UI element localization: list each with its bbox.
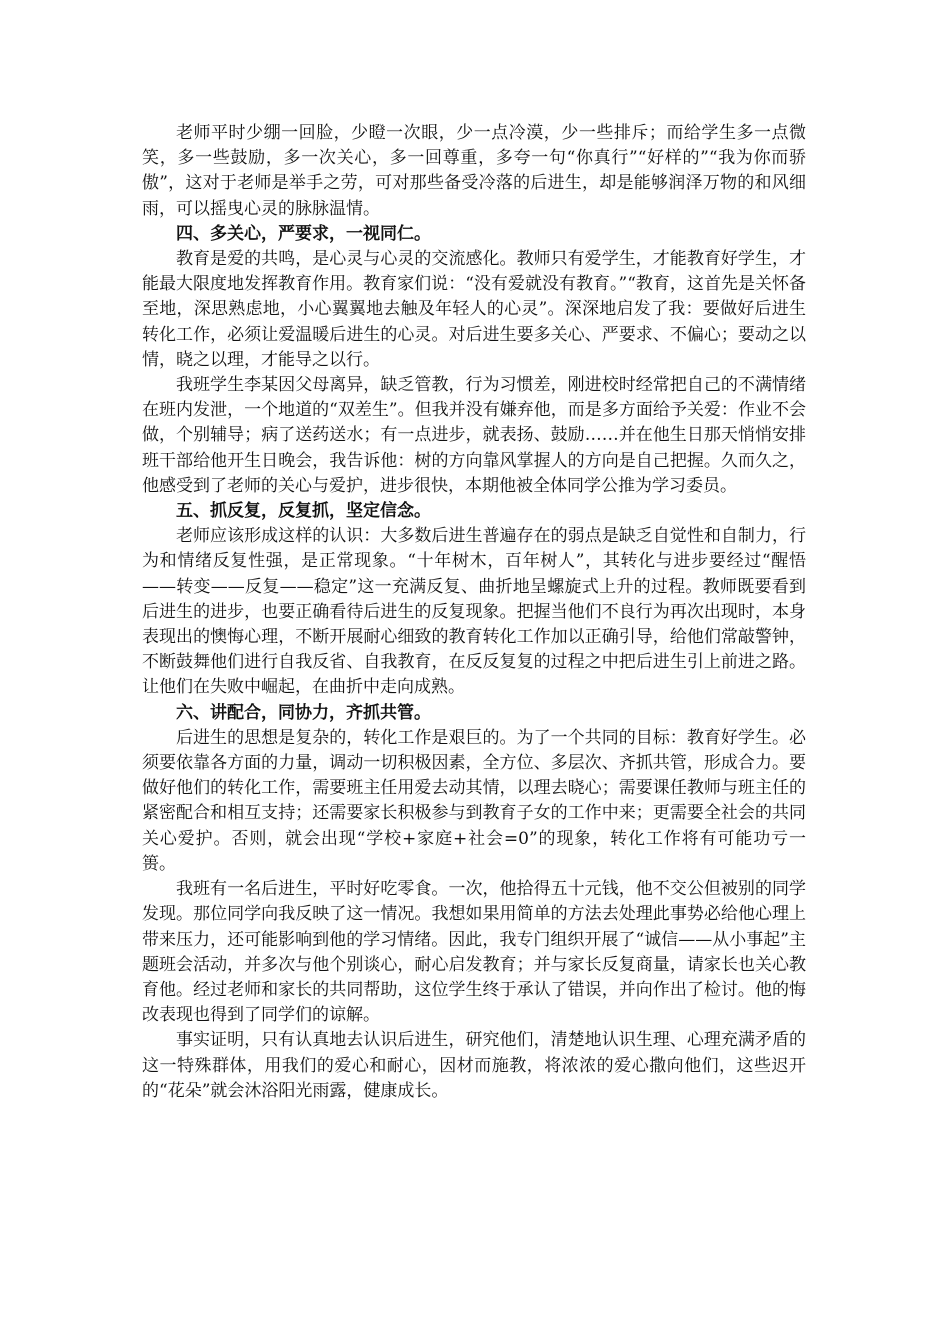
paragraph-student-li-example: 我班学生李某因父母离异，缺乏管教，行为习惯差，刚进校时经常把自己的不满情绪在班内发泄，一个地道的“双差生”。但我并没有嫌弃他，而是多方面给予关爱：作业不会做，个别辅导；病了送药送水；有一点进步，就表扬、鼓励……并在他生日那天悄悄安排班干部给他开生日晚会，我告诉他：树的方向靠风掌握人的方向是自己把握。久而久之，他感受到了老师的关心与爱护，进步很快，本期他被全体同学公推为学习委员。	[142, 375, 806, 496]
paragraph-love-education: 教育是爱的共鸣，是心灵与心灵的交流感化。教师只有爱学生，才能教育好学生，才能最大限度地发挥教育作用。教育家们说：“没有爱就没有教育。”“教育，这首先是关怀备至地，深思熟虑地，小心翼翼地去触及年轻人的心灵”。深深地启发了我：要做好后进生转化工作，必须让爱温暖后进生的心灵。对后进生要多关心、严要求、不偏心；要动之以情，晓之以理，才能导之以行。	[142, 249, 806, 370]
paragraph-repetition: 老师应该形成这样的认识：大多数后进生普遍存在的弱点是缺乏自觉性和自制力，行为和情绪反复性强，是正常现象。“十年树木，百年树人”，其转化与进步要经过“醒悟——转变——反复——稳定”这一充满反复、曲折地呈螺旋式上升的过程。教师既要看到后进生的进步，也要正确看待后进生的反复现象。把握当他们不良行为再次出现时，本身表现出的懊悔心理，不断开展耐心细致的教育转化工作加以正确引导，给他们常敲警钟，不断鼓舞他们进行自我反省、自我教育，在反反复复的过程之中把后进生引上前进之路。让他们在失败中崛起，在曲折中走向成熟。	[142, 526, 806, 698]
paragraph-conclusion: 事实证明，只有认真地去认识后进生，研究他们，清楚地认识生理、心理充满矛盾的这一特殊群体，用我们的爱心和耐心，因材而施教，将浓浓的爱心撒向他们，这些迟开的“花朵”就会沐浴阳光雨露，健康成长。	[142, 1030, 806, 1101]
document-body	[142, 121, 806, 1104]
section-heading-6: 六、讲配合，同协力，齐抓共管。	[176, 702, 431, 723]
paragraph-teacher-attitude: 老师平时少绷一回脸，少瞪一次眼，少一点冷漠，少一些排斥；而给学生多一点微笑，多一些鼓励，多一次关心，多一回尊重，多夸一句“你真行”“好样的”“我为你而骄傲”，这对于老师是举手之劳，可对那些备受冷落的后进生，却是能够润泽万物的和风细雨，可以摇曳心灵的脉脉温情。	[142, 123, 806, 219]
section-heading-5: 五、抓反复，反复抓，坚定信念。	[176, 501, 431, 522]
paragraph-cooperation: 后进生的思想是复杂的，转化工作是艰巨的。为了一个共同的目标：教育好学生。必须要依靠各方面的力量，调动一切积极因素，全方位、多层次、齐抓共管，形成合力。要做好他们的转化工作，需要班主任用爱去动其情，以理去晓心；需要课任教师与班主任的紧密配合和相互支持；还需要家长积极参与到教育子女的工作中来；更需要全社会的共同关心爱护。否则，就会出现“学校+家庭+社会=0”的现象，转化工作将有可能功亏一篑。	[142, 727, 806, 874]
section-heading-4: 四、多关心，严要求，一视同仁。	[176, 223, 431, 244]
paragraph-honesty-example: 我班有一名后进生，平时好吃零食。一次，他拾得五十元钱，他不交公但被别的同学发现。那位同学向我反映了这一情况。我想如果用简单的方法去处理此事势必给他心理上带来压力，还可能影响到他的学习情绪。因此，我专门组织开展了“诚信——从小事起”主题班会活动，并多次与他个别谈心，耐心启发教育；并与家长反复商量，请家长也关心教育他。经过老师和家长的共同帮助，这位学生终于承认了错误，并向作出了检讨。他的悔改表现也得到了同学们的谅解。	[142, 879, 806, 1026]
